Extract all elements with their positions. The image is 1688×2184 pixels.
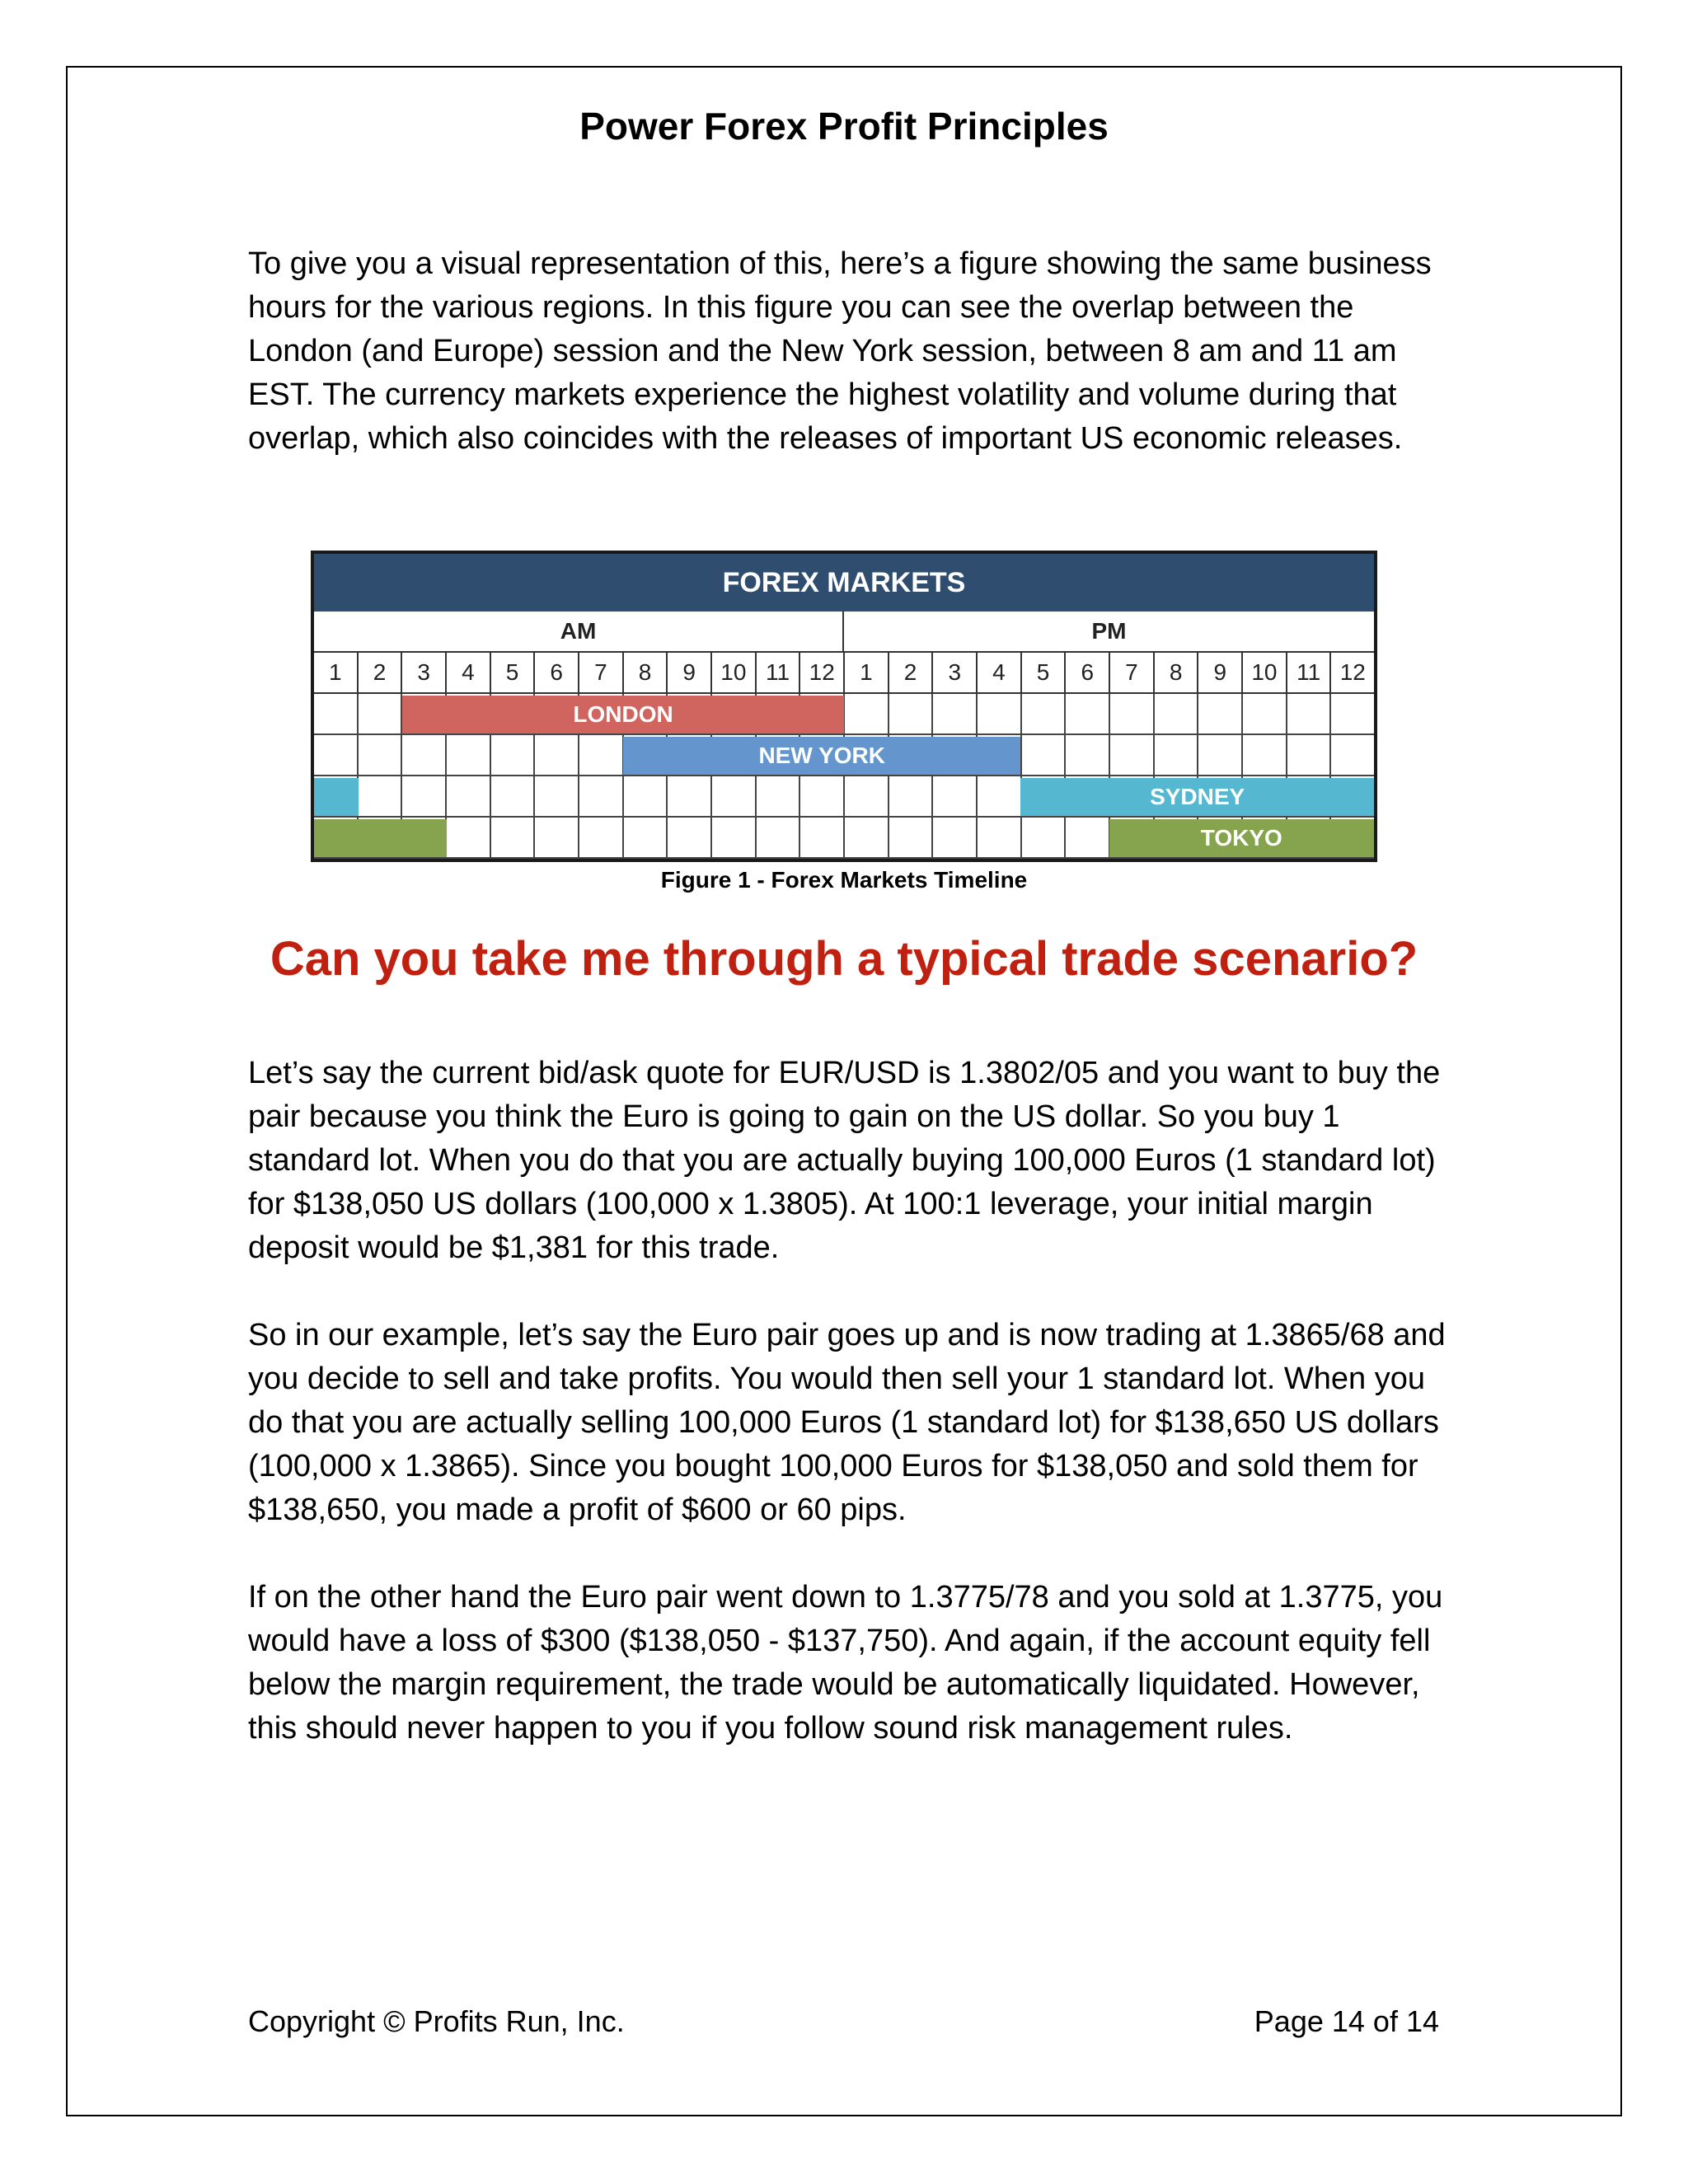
grid-cell <box>579 776 624 818</box>
grid-cell <box>624 818 668 859</box>
grid-cell <box>1331 694 1374 735</box>
hour-labels-row <box>314 653 1374 694</box>
grid-cell <box>1110 694 1155 735</box>
forex-markets-figure <box>311 551 1377 862</box>
grid-cell <box>314 694 359 735</box>
grid-cell <box>668 776 712 818</box>
section-heading: Can you take me through a typical trade scenario? <box>270 932 1418 986</box>
footer-page-number: Page 14 of 14 <box>1254 2004 1439 2038</box>
hour-label: 1 <box>314 653 359 694</box>
am-label: AM <box>314 612 844 653</box>
grid-cell <box>800 776 845 818</box>
grid-cell <box>491 818 536 859</box>
paragraph-profit-example: So in our example, let’s say the Euro pair goes up and is now trading at 1.3865/68 and you decide to sell and take profits. You would then sell your 1 standard lot. When you do that you are actually selling 100,000 Euros (1 standard lot) for $138,650 US dollars (100,000 x 1.3865). Since you bought 100,000 Euros for $138,050 and sold them for $138,650, you made a profit of $600 or 60 pips. <box>248 1318 1446 1527</box>
grid-cell <box>978 694 1022 735</box>
session-bar-new-york: NEW YORK <box>623 737 1020 775</box>
hour-label: 6 <box>535 653 579 694</box>
grid-cell <box>491 735 536 776</box>
grid-cell <box>579 735 624 776</box>
pm-label: PM <box>844 612 1374 653</box>
grid-cell <box>1331 735 1374 776</box>
hour-label: 1 <box>845 653 889 694</box>
grid-cell <box>1066 735 1110 776</box>
grid-cell <box>1066 694 1110 735</box>
session-bar-sydney: SYDNEY <box>1020 778 1374 816</box>
hour-label: 9 <box>668 653 712 694</box>
grid-cell <box>1243 694 1287 735</box>
grid-cell <box>535 735 579 776</box>
grid-cell <box>359 735 403 776</box>
hour-label: 10 <box>712 653 757 694</box>
grid-cell <box>535 776 579 818</box>
hour-label: 3 <box>402 653 447 694</box>
session-bar-tokyo: TOKYO <box>1109 819 1375 857</box>
grid-cell <box>978 818 1022 859</box>
grid-cell <box>1022 694 1067 735</box>
grid-cell <box>402 735 447 776</box>
grid-cell <box>447 776 491 818</box>
grid-cell <box>447 735 491 776</box>
grid-cell <box>668 818 712 859</box>
grid-cell <box>800 818 845 859</box>
grid-cell <box>933 818 978 859</box>
grid-cell <box>712 818 757 859</box>
hour-label: 7 <box>1110 653 1155 694</box>
grid-cell <box>933 694 978 735</box>
grid-cell <box>889 818 934 859</box>
grid-cell <box>845 776 889 818</box>
grid-cell <box>1155 735 1199 776</box>
grid-cell <box>402 776 447 818</box>
hour-label: 6 <box>1066 653 1110 694</box>
session-grid <box>314 694 1374 859</box>
grid-cell <box>624 776 668 818</box>
grid-cell <box>757 776 801 818</box>
grid-cell <box>1066 818 1110 859</box>
hour-label: 2 <box>359 653 403 694</box>
grid-cell <box>535 818 579 859</box>
figure-title: FOREX MARKETS <box>314 554 1374 612</box>
grid-cell <box>978 776 1022 818</box>
hour-label: 5 <box>1022 653 1067 694</box>
session-bar-tokyo <box>314 819 447 857</box>
grid-cell <box>314 735 359 776</box>
grid-cell <box>1022 818 1067 859</box>
grid-cell <box>1198 694 1243 735</box>
hour-label: 12 <box>800 653 845 694</box>
grid-cell <box>712 776 757 818</box>
grid-cell <box>1198 735 1243 776</box>
grid-cell <box>1287 694 1332 735</box>
hour-label: 8 <box>1155 653 1199 694</box>
hour-label: 8 <box>624 653 668 694</box>
grid-cell <box>889 776 934 818</box>
hour-label: 11 <box>757 653 801 694</box>
grid-cell <box>757 818 801 859</box>
hour-label: 4 <box>978 653 1022 694</box>
page-header-title: Power Forex Profit Principles <box>579 105 1109 148</box>
grid-cell <box>579 818 624 859</box>
hour-label: 12 <box>1331 653 1374 694</box>
grid-cell <box>933 776 978 818</box>
hour-label: 2 <box>889 653 934 694</box>
grid-cell <box>359 776 403 818</box>
session-bar-sydney <box>314 778 359 816</box>
grid-cell <box>1155 694 1199 735</box>
paragraph-buy-example: Let’s say the current bid/ask quote for EUR/USD is 1.3802/05 and you want to buy the pair because you think the Euro is going to gain on the US dollar. So you buy 1 standard lot. When you do that you are actually buying 100,000 Euros (1 standard lot) for $138,050 US dollars (100,000 x 1.3805). At 100:1 leverage, your initial margin deposit would be $1,381 for this trade. <box>248 1056 1441 1265</box>
footer-copyright: Copyright © Profits Run, Inc. <box>248 2004 625 2038</box>
figure-caption: Figure 1 - Forex Markets Timeline <box>660 867 1028 893</box>
paragraph-loss-example: If on the other hand the Euro pair went down to 1.3775/78 and you sold at 1.3775, you would have a loss of $300 ($138,050 - $137,750). And again, if the account equity fell below the margin requirement, the trade would be automatically liquidated. However, this should never happen to you if you follow sound risk management rules. <box>248 1580 1443 1746</box>
hour-label: 5 <box>491 653 536 694</box>
session-bar-london: LONDON <box>402 696 844 733</box>
grid-cell <box>491 776 536 818</box>
hour-label: 11 <box>1287 653 1332 694</box>
grid-cell <box>1110 735 1155 776</box>
hour-label: 3 <box>933 653 978 694</box>
intro-paragraph: To give you a visual representation of this, here’s a figure showing the same business hours for the various regions. In this figure you can see the overlap between the London (and Europe) session and the New York session, between 8 am and 11 am EST. The currency markets experience the highest volatility and volume during that overlap, which also coincides with the releases of important US economic releases. <box>248 246 1432 456</box>
grid-cell <box>1243 735 1287 776</box>
hour-label: 9 <box>1198 653 1243 694</box>
hour-label: 7 <box>579 653 624 694</box>
grid-cell <box>845 818 889 859</box>
hour-label: 10 <box>1243 653 1287 694</box>
hour-label: 4 <box>447 653 491 694</box>
grid-cell <box>1287 735 1332 776</box>
grid-cell <box>447 818 491 859</box>
grid-cell <box>359 694 403 735</box>
grid-cell <box>889 694 934 735</box>
grid-cell <box>1022 735 1067 776</box>
grid-cell <box>845 694 889 735</box>
